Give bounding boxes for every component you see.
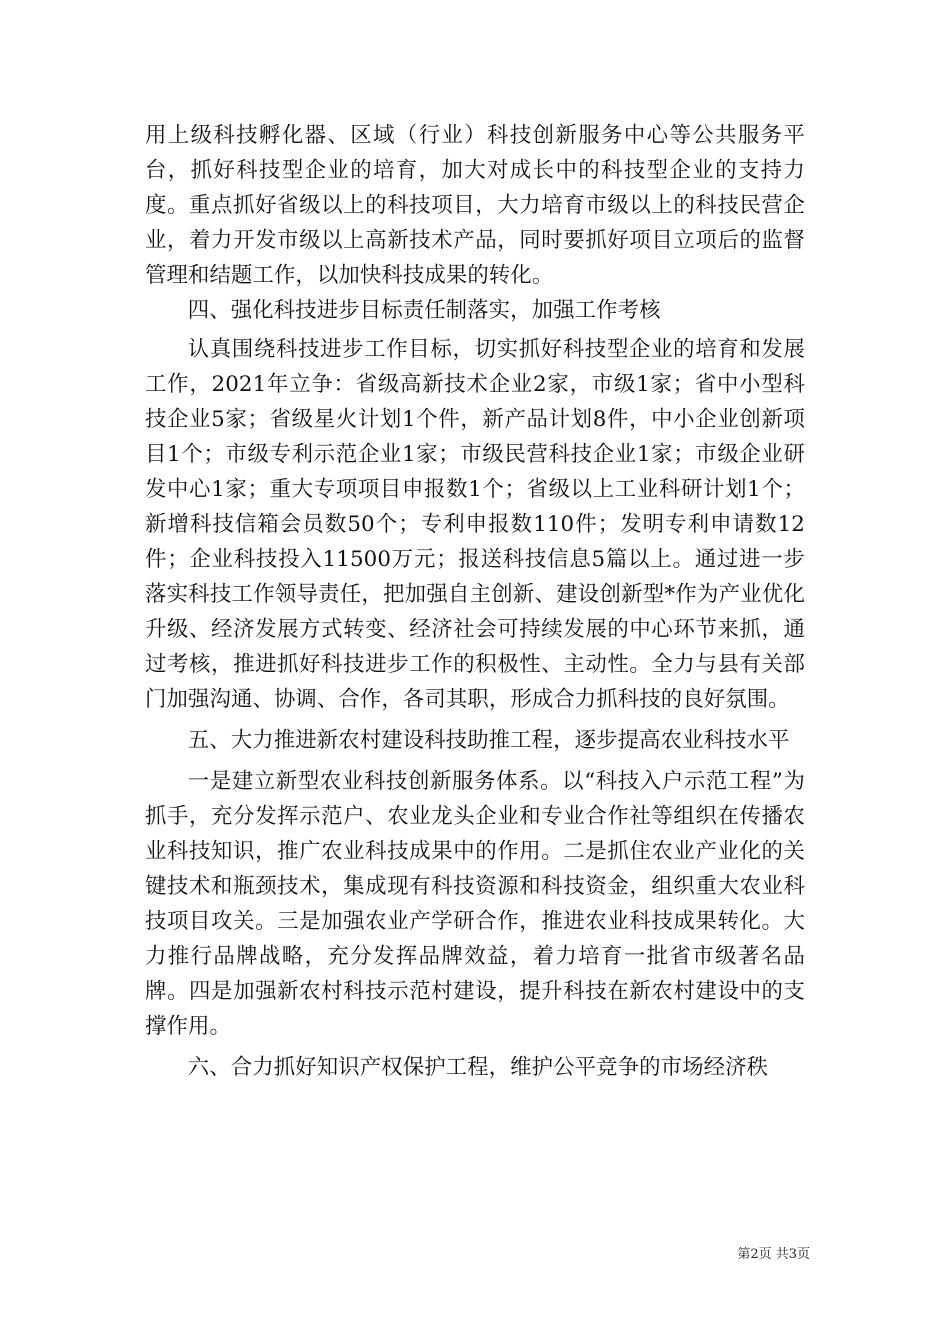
paragraph-section-four-body: 认真围绕科技进步工作目标，切实抓好科技型企业的培育和发展工作，2021年立争：省级高新技术企业2家，市级1家；省中小型科技企业5家；省级星火计划1个件，新产品计划8件，中小企业创新项目1个；市级专利示范企业1家；市级民营科技企业1家；市级企业研发中心1家；重大专项项目申报数1个；省级以上工业科研计划1个；新增科技信箱会员数50个；专利申报数110件；发明专利申请数12件；企业科技投入11500万元；报送科技信息5篇以上。通过进一步落实科技工作领导责任，把加强自主创新、建设创新型*作为产业优化升级、经济发展方式转变、经济社会可持续发展的中心环节来抓，通过考核，推进抓好科技进步工作的积极性、主动性。全力与县有关部门加强沟通、协调、合作，各司其职，形成合力抓科技的良好氛围。 [145, 337, 805, 712]
section-heading-five: 五、大力推进新农村建设科技助推工程，逐步提高农业科技水平 [187, 728, 790, 753]
section-heading-four: 四、强化科技进步目标责任制落实，加强工作考核 [187, 298, 661, 323]
section-heading-six: 六、合力抓好知识产权保护工程，维护公平竞争的市场经济秩 [187, 1055, 769, 1080]
paragraph-continuation: 用上级科技孵化器、区域（行业）科技创新服务中心等公共服务平台，抓好科技型企业的培育，加大对成长中的科技型企业的支持力度。重点抓好省级以上的科技项目，大力培育市级以上的科技民营企业，着力开发市级以上高新技术产品，同时要抓好项目立项后的监督管理和结题工作，以加快科技成果的转化。 [145, 123, 805, 288]
paragraph-section-five-body: 一是建立新型农业科技创新服务体系。以“科技入户示范工程”为抓手，充分发挥示范户、农业龙头企业和专业合作社等组织在传播农业科技知识，推广农业科技成果中的作用。二是抓住农业产业化的关键技术和瓶颈技术，集成现有科技资源和科技资金，组织重大农业科技项目攻关。三是加强农业产学研合作，推进农业科技成果转化。大力推行品牌战略，充分发挥品牌效益，着力培育一批省市级著名品牌。四是加强新农村科技示范村建设，提升科技在新农村建设中的支撑作用。 [145, 769, 805, 1039]
document-body [145, 118, 805, 1085]
page-number-footer: 第2页 共3页 [737, 1247, 810, 1262]
